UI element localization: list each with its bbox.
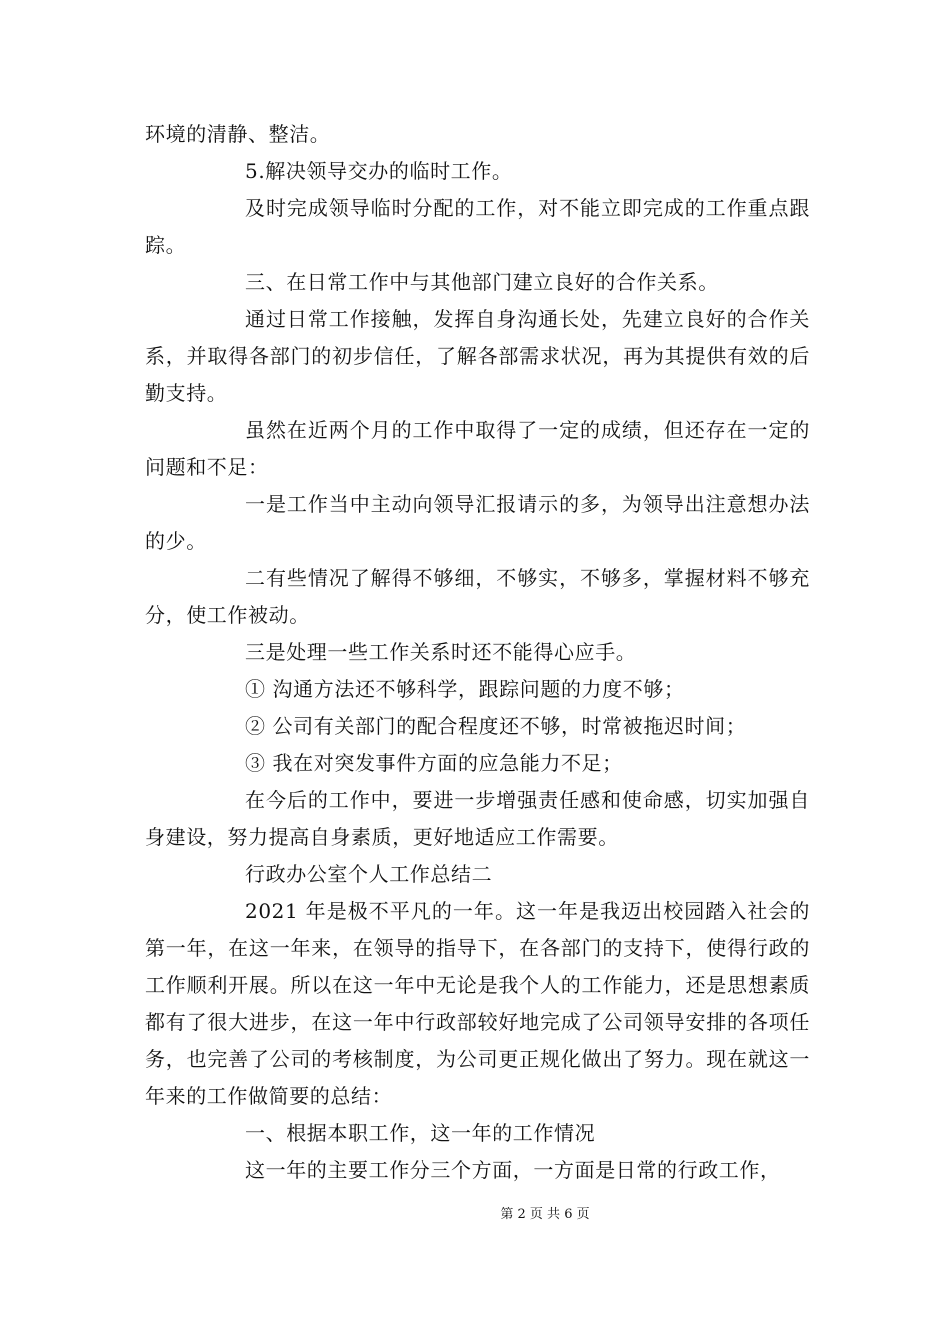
paragraph: 及时完成领导临时分配的工作，对不能立即完成的工作重点跟踪。 [145, 196, 810, 257]
section-heading: 一、根据本职工作，这一年的工作情况 [245, 1121, 596, 1145]
paragraph: 在今后的工作中，要进一步增强责任感和使命感，切实加强自身建设，努力提高自身素质，更好地适应工作需要。 [145, 788, 810, 849]
list-item: ① 沟通方法还不够科学，跟踪问题的力度不够； [245, 677, 685, 701]
paragraph: 环境的清静、整洁。 [145, 122, 331, 146]
document-body [145, 116, 810, 1189]
list-item: ③ 我在对突发事件方面的应急能力不足； [245, 751, 623, 775]
paragraph: 三是处理一些工作关系时还不能得心应手。 [245, 640, 637, 664]
paragraph: 一是工作当中主动向领导汇报请示的多，为领导出注意想办法的少。 [145, 492, 810, 553]
page-number: 第 2 页 共 6 页 [500, 1207, 590, 1222]
paragraph: 虽然在近两个月的工作中取得了一定的成绩，但还存在一定的问题和不足： [145, 418, 810, 479]
document-title: 行政办公室个人工作总结二 [245, 862, 493, 886]
paragraph: 5.解决领导交办的临时工作。 [245, 159, 513, 183]
section-heading: 三、在日常工作中与其他部门建立良好的合作关系。 [245, 270, 719, 294]
paragraph: 这一年的主要工作分三个方面，一方面是日常的行政工作， [245, 1158, 781, 1182]
paragraph: 2021 年是极不平凡的一年。这一年是我迈出校园踏入社会的第一年，在这一年来，在领导的指导下，在各部门的支持下，使得行政的工作顺利开展。所以在这一年中无论是我个人的工作能力，还是思想素质都有了很大进步，在这一年中行政部较好地完成了公司领导安排的各项任务，也完善了公司的考核制度，为公司更正规化做出了努力。现在就这一年来的工作做简要的总结： [145, 899, 810, 1108]
list-item: ② 公司有关部门的配合程度还不够，时常被拖迟时间； [245, 714, 747, 738]
paragraph: 二有些情况了解得不够细，不够实，不够多，掌握材料不够充分，使工作被动。 [145, 566, 810, 627]
paragraph: 通过日常工作接触，发挥自身沟通长处，先建立良好的合作关系，并取得各部门的初步信任，了解各部需求状况，再为其提供有效的后勤支持。 [145, 307, 810, 405]
